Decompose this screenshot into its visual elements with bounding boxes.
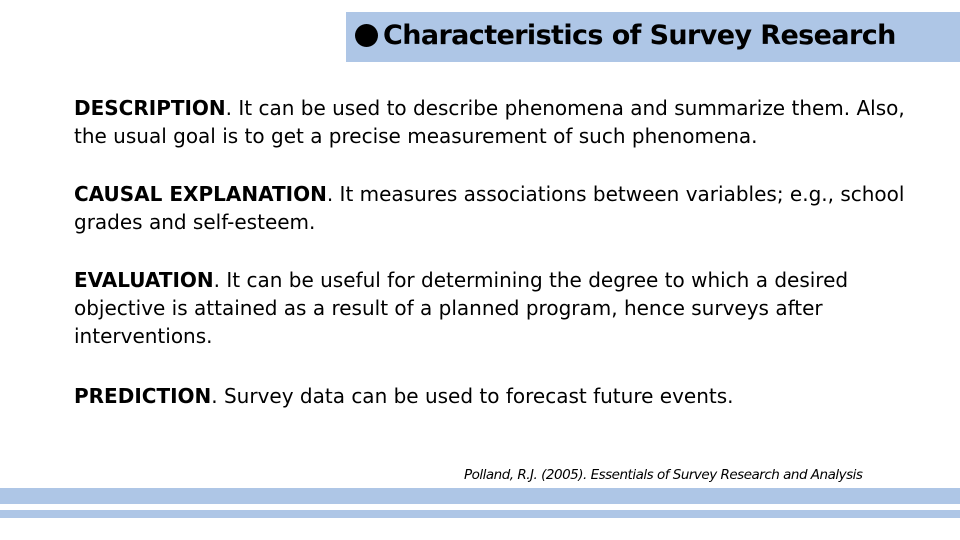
item-text: . It can be useful for determining the degree to which a desired objective is attained as a result of a planned program, hence surveys after interventions.: [74, 268, 849, 348]
item-text: . It measures associations between variables; e.g., school grades and self-esteem.: [74, 182, 905, 234]
item-term: EVALUATION: [74, 268, 214, 292]
item-term: DESCRIPTION: [74, 96, 226, 120]
footer-stripe-bottom: [0, 510, 960, 518]
footer-stripe-top: [0, 488, 960, 504]
item-causal-explanation: [74, 180, 934, 236]
item-text: . Survey data can be used to forecast future events.: [211, 384, 734, 408]
citation: Polland, R.J. (2005). Essentials of Survey Research and Analysis: [464, 467, 863, 483]
item-term: CAUSAL EXPLANATION: [74, 182, 327, 206]
slide-title: Characteristics of Survey Research: [383, 20, 896, 51]
bullet-dot-icon: [355, 24, 378, 47]
item-prediction: [74, 382, 934, 410]
item-evaluation: [74, 266, 934, 350]
item-text: . It can be used to describe phenomena and summarize them. Also, the usual goal is to get a precise measurement of such phenomena.: [74, 96, 905, 148]
item-description: [74, 94, 934, 150]
item-term: PREDICTION: [74, 384, 212, 408]
